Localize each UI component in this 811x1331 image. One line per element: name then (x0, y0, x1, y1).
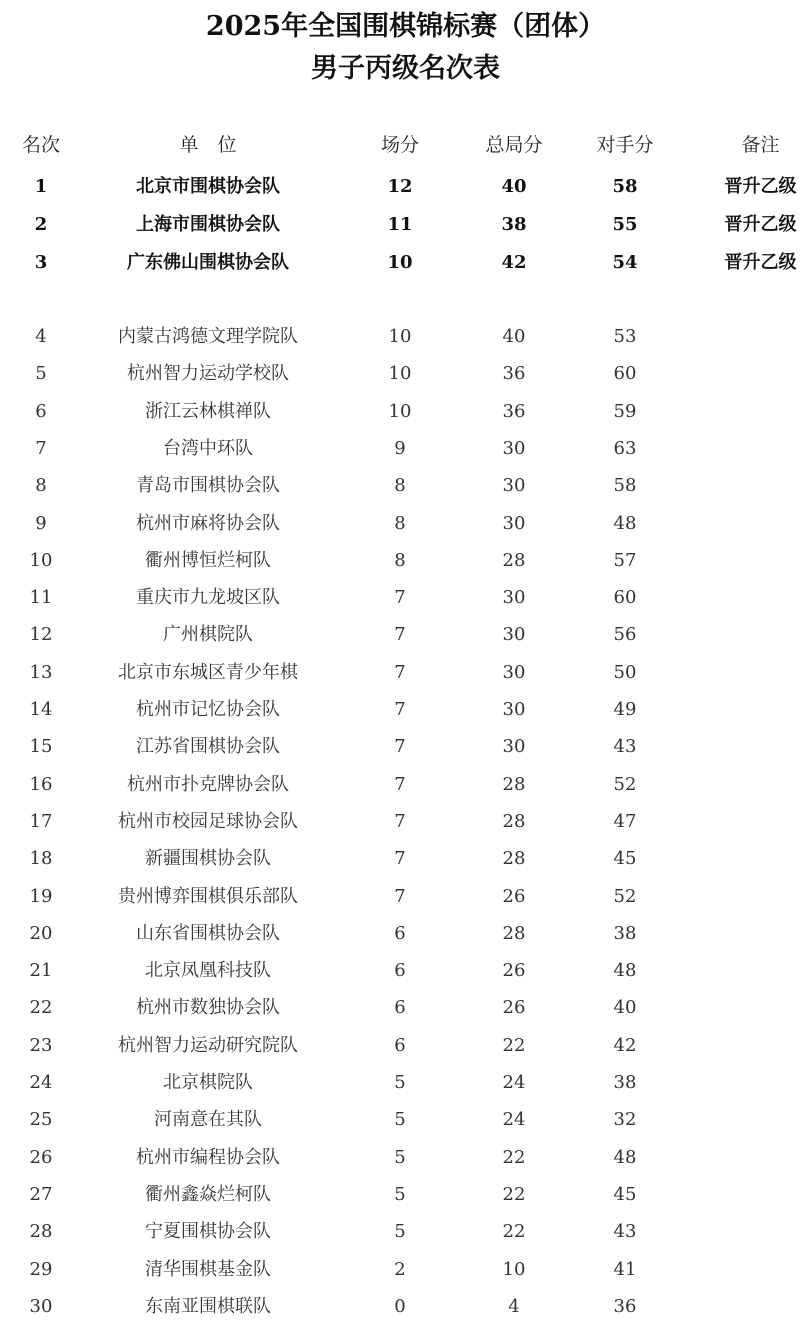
cell-game-points: 22 (502, 1183, 526, 1205)
cell-rank: 30 (29, 1295, 53, 1317)
cell-note (710, 1255, 811, 1285)
cell-game-points: 28 (502, 848, 526, 870)
cell-game-points: 26 (502, 997, 526, 1019)
cell-note (710, 770, 811, 800)
cell-match-points: 2 (394, 1258, 406, 1280)
cell-note (710, 509, 811, 539)
cell-team: 北京市围棋协会队 (136, 176, 280, 197)
cell-game-points: 28 (502, 922, 526, 944)
cell-note (710, 807, 811, 837)
cell-opponent-points: 60 (613, 587, 637, 609)
cell-team: 杭州市记忆协会队 (136, 699, 280, 720)
cell-rank: 1 (34, 176, 48, 197)
cell-opponent-points: 40 (613, 997, 637, 1019)
cell-note (710, 1217, 811, 1247)
cell-team: 杭州市校园足球协会队 (118, 810, 298, 832)
cell-team: 衢州鑫焱烂柯队 (145, 1183, 271, 1205)
cell-match-points: 11 (387, 214, 413, 235)
cell-game-points: 30 (502, 587, 526, 609)
table-row (0, 471, 811, 501)
cell-game-points: 10 (502, 1258, 526, 1280)
table-row (0, 359, 811, 389)
cell-rank: 24 (29, 1072, 53, 1093)
table-row (0, 1217, 811, 1247)
cell-opponent-points: 48 (613, 1146, 637, 1168)
cell-game-points: 30 (502, 512, 526, 534)
cell-team: 浙江云林棋禅队 (145, 400, 271, 422)
cell-team: 广州棋院队 (163, 624, 253, 646)
cell-match-points: 7 (394, 885, 406, 907)
cell-rank: 14 (29, 699, 53, 720)
cell-note: 晋升乙级 (724, 252, 797, 273)
cell-rank: 23 (29, 1034, 53, 1056)
table-row (0, 1255, 811, 1285)
cell-opponent-points: 38 (613, 1072, 637, 1093)
cell-opponent-points: 45 (613, 1183, 637, 1205)
table-row (0, 509, 811, 539)
cell-opponent-points: 63 (613, 437, 637, 459)
cell-game-points: 22 (502, 1146, 526, 1168)
cell-note (710, 844, 811, 874)
cell-match-points: 10 (387, 252, 413, 273)
cell-opponent-points: 43 (613, 736, 637, 758)
cell-opponent-points: 48 (613, 960, 637, 982)
cell-match-points: 8 (394, 512, 406, 534)
cell-team: 江苏省围棋协会队 (136, 736, 280, 758)
cell-team: 杭州智力运动研究院队 (118, 1034, 298, 1056)
cell-game-points: 40 (501, 176, 527, 197)
cell-opponent-points: 60 (613, 363, 637, 385)
cell-rank: 9 (35, 512, 47, 534)
table-row (0, 210, 811, 240)
cell-note (710, 658, 811, 688)
cell-note (710, 1180, 811, 1210)
cell-game-points: 24 (502, 1109, 526, 1131)
document-title: 2025年全国围棋锦标赛（团体） (205, 11, 606, 42)
cell-rank: 22 (29, 997, 53, 1019)
cell-team: 台湾中环队 (163, 437, 253, 459)
cell-opponent-points: 42 (613, 1034, 637, 1056)
cell-note: 晋升乙级 (724, 214, 797, 235)
cell-note (710, 471, 811, 501)
cell-opponent-points: 36 (613, 1295, 637, 1317)
table-row (0, 993, 811, 1023)
cell-note (710, 546, 811, 576)
cell-rank: 21 (29, 960, 53, 982)
header-game-points: 总局分 (485, 134, 543, 156)
cell-rank: 18 (29, 848, 53, 870)
cell-opponent-points: 57 (613, 549, 637, 571)
cell-rank: 5 (35, 363, 47, 385)
cell-note (710, 1292, 811, 1322)
cell-team: 宁夏围棋协会队 (145, 1221, 271, 1243)
cell-opponent-points: 55 (612, 214, 638, 235)
header-opponent-points: 对手分 (596, 134, 654, 156)
cell-opponent-points: 52 (613, 885, 637, 907)
cell-rank: 26 (29, 1146, 53, 1168)
table-row (0, 620, 811, 650)
cell-team: 衢州博恒烂柯队 (145, 549, 271, 571)
cell-note (710, 620, 811, 650)
cell-team: 河南意在其队 (154, 1109, 262, 1131)
cell-match-points: 6 (394, 922, 406, 944)
cell-note (710, 732, 811, 762)
cell-game-points: 36 (502, 400, 526, 422)
table-row (0, 322, 811, 352)
cell-game-points: 40 (502, 326, 526, 347)
table-row (0, 248, 811, 278)
cell-rank: 17 (29, 810, 53, 832)
cell-team: 贵州博弈围棋俱乐部队 (118, 885, 298, 907)
cell-rank: 28 (29, 1221, 53, 1243)
cell-team: 北京凤凰科技队 (145, 960, 271, 982)
cell-team: 东南亚围棋联队 (145, 1295, 271, 1317)
cell-team: 杭州智力运动学校队 (127, 363, 289, 385)
cell-rank: 4 (35, 326, 47, 347)
cell-note (710, 695, 811, 725)
cell-game-points: 30 (502, 624, 526, 646)
cell-match-points: 7 (394, 848, 406, 870)
cell-rank: 3 (34, 252, 48, 273)
cell-rank: 6 (35, 400, 47, 422)
cell-match-points: 7 (394, 587, 406, 609)
cell-opponent-points: 48 (613, 512, 637, 534)
table-row (0, 397, 811, 427)
table-row (0, 434, 811, 464)
cell-game-points: 22 (502, 1221, 526, 1243)
cell-match-points: 7 (394, 624, 406, 646)
cell-match-points: 0 (394, 1295, 406, 1317)
cell-team: 山东省围棋协会队 (136, 922, 280, 944)
cell-note (710, 1105, 811, 1135)
cell-note (710, 956, 811, 986)
cell-opponent-points: 50 (613, 661, 637, 683)
cell-match-points: 10 (388, 326, 412, 347)
cell-match-points: 5 (394, 1221, 406, 1243)
cell-game-points: 28 (502, 549, 526, 571)
cell-rank: 29 (29, 1258, 53, 1280)
cell-team: 上海市围棋协会队 (136, 214, 280, 235)
cell-game-points: 24 (502, 1072, 526, 1093)
cell-game-points: 36 (502, 363, 526, 385)
cell-team: 北京棋院队 (163, 1072, 253, 1093)
cell-match-points: 12 (387, 176, 413, 197)
cell-game-points: 42 (501, 252, 527, 273)
cell-note (710, 583, 811, 613)
table-row (0, 1143, 811, 1173)
cell-opponent-points: 41 (613, 1258, 637, 1280)
cell-game-points: 26 (502, 885, 526, 907)
table-row (0, 172, 811, 202)
table-row (0, 1068, 811, 1098)
cell-game-points: 30 (502, 699, 526, 720)
cell-team: 杭州市麻将协会队 (136, 512, 280, 534)
cell-rank: 8 (35, 475, 47, 497)
cell-team: 杭州市数独协会队 (136, 997, 280, 1019)
table-header (0, 130, 811, 160)
table-row (0, 546, 811, 576)
cell-match-points: 5 (394, 1109, 406, 1131)
cell-note (710, 397, 811, 427)
cell-opponent-points: 59 (613, 400, 637, 422)
cell-rank: 19 (29, 885, 53, 907)
table-row (0, 844, 811, 874)
cell-game-points: 22 (502, 1034, 526, 1056)
cell-match-points: 5 (394, 1183, 406, 1205)
cell-rank: 7 (35, 437, 47, 459)
table-row (0, 1292, 811, 1322)
cell-note (710, 1143, 811, 1173)
cell-rank: 15 (29, 736, 53, 758)
cell-team: 重庆市九龙坡区队 (136, 587, 280, 609)
cell-game-points: 28 (502, 810, 526, 832)
cell-match-points: 10 (388, 363, 412, 385)
cell-match-points: 5 (394, 1072, 406, 1093)
cell-match-points: 7 (394, 699, 406, 720)
cell-game-points: 4 (508, 1295, 520, 1317)
cell-rank: 12 (29, 624, 53, 646)
cell-match-points: 9 (394, 437, 406, 459)
cell-team: 杭州市编程协会队 (136, 1146, 280, 1168)
cell-opponent-points: 58 (612, 176, 638, 197)
cell-rank: 16 (29, 773, 53, 795)
cell-opponent-points: 56 (613, 624, 637, 646)
table-row (0, 695, 811, 725)
cell-rank: 2 (34, 214, 48, 235)
cell-note (710, 882, 811, 912)
table-row (0, 583, 811, 613)
cell-rank: 10 (29, 549, 53, 571)
cell-note (710, 1031, 811, 1061)
table-row (0, 882, 811, 912)
cell-opponent-points: 49 (613, 699, 637, 720)
header-team: 单 位 (179, 134, 237, 156)
cell-team: 北京市东城区青少年棋 (118, 661, 298, 683)
cell-rank: 25 (29, 1109, 53, 1131)
cell-match-points: 8 (394, 549, 406, 571)
cell-game-points: 28 (502, 773, 526, 795)
cell-match-points: 6 (394, 997, 406, 1019)
cell-opponent-points: 38 (613, 922, 637, 944)
cell-game-points: 30 (502, 475, 526, 497)
document-subtitle: 男子丙级名次表 (311, 53, 500, 84)
cell-team: 广东佛山围棋协会队 (127, 252, 289, 273)
header-note: 备注 (741, 134, 780, 156)
cell-match-points: 7 (394, 736, 406, 758)
cell-team: 清华围棋基金队 (145, 1258, 271, 1280)
cell-opponent-points: 58 (613, 475, 637, 497)
cell-team: 青岛市围棋协会队 (136, 475, 280, 497)
table-row (0, 732, 811, 762)
table-row (0, 956, 811, 986)
table-row (0, 770, 811, 800)
cell-note (710, 919, 811, 949)
table-row (0, 807, 811, 837)
cell-team: 杭州市扑克牌协会队 (127, 773, 289, 795)
table-row (0, 1105, 811, 1135)
cell-note (710, 1068, 811, 1098)
cell-game-points: 30 (502, 661, 526, 683)
table-row (0, 919, 811, 949)
cell-note (710, 322, 811, 352)
cell-match-points: 6 (394, 1034, 406, 1056)
cell-rank: 11 (29, 587, 53, 609)
cell-game-points: 30 (502, 736, 526, 758)
cell-match-points: 10 (388, 400, 412, 422)
cell-note (710, 993, 811, 1023)
cell-team: 内蒙古鸿德文理学院队 (118, 326, 298, 347)
cell-game-points: 38 (501, 214, 527, 235)
cell-opponent-points: 52 (613, 773, 637, 795)
cell-team: 新疆围棋协会队 (145, 848, 271, 870)
cell-match-points: 7 (394, 661, 406, 683)
cell-opponent-points: 43 (613, 1221, 637, 1243)
table-row (0, 1180, 811, 1210)
cell-game-points: 30 (502, 437, 526, 459)
cell-match-points: 5 (394, 1146, 406, 1168)
cell-match-points: 8 (394, 475, 406, 497)
cell-opponent-points: 47 (613, 810, 637, 832)
cell-rank: 13 (29, 661, 53, 683)
cell-opponent-points: 32 (613, 1109, 637, 1131)
cell-opponent-points: 45 (613, 848, 637, 870)
header-rank: 名次 (21, 134, 60, 156)
cell-game-points: 26 (502, 960, 526, 982)
table-row (0, 658, 811, 688)
cell-rank: 27 (29, 1183, 53, 1205)
cell-opponent-points: 53 (613, 326, 637, 347)
cell-match-points: 6 (394, 960, 406, 982)
cell-match-points: 7 (394, 773, 406, 795)
cell-match-points: 7 (394, 810, 406, 832)
header-match-points: 场分 (380, 134, 419, 156)
cell-rank: 20 (29, 922, 53, 944)
cell-note: 晋升乙级 (724, 176, 797, 197)
cell-opponent-points: 54 (612, 252, 638, 273)
cell-note (710, 359, 811, 389)
cell-note (710, 434, 811, 464)
table-row (0, 1031, 811, 1061)
